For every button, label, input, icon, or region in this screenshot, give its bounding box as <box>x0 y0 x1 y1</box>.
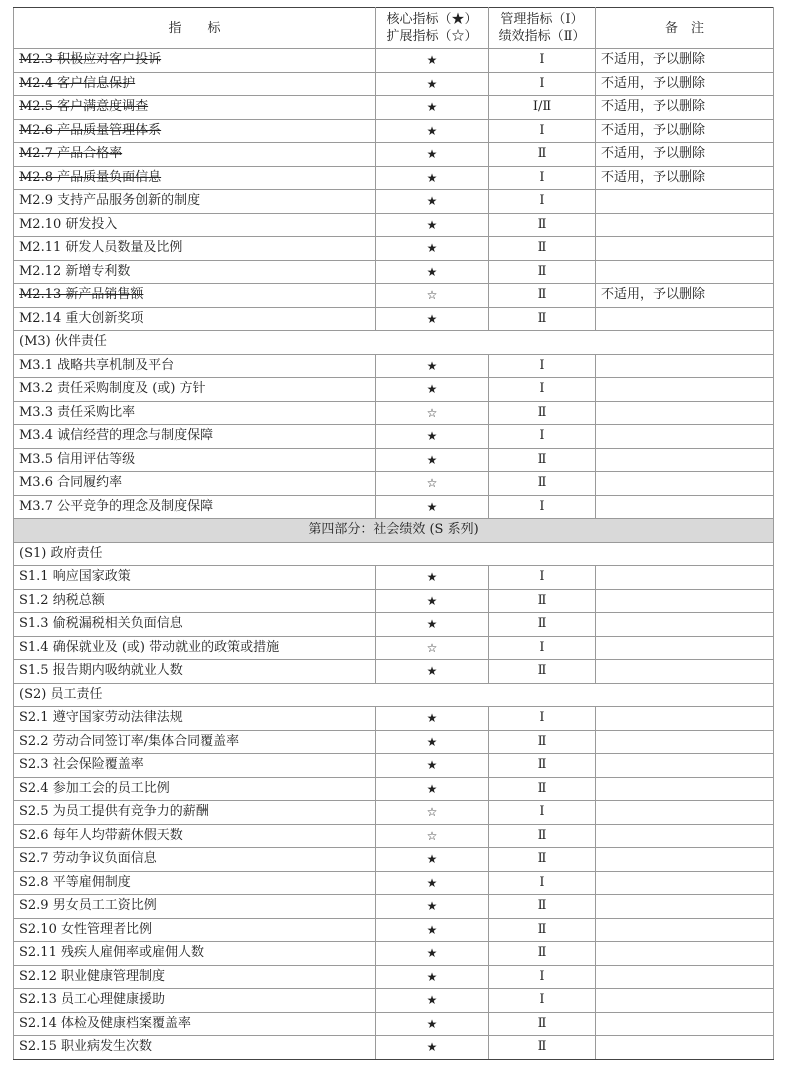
indicator-name: S1.1 响应国家政策 <box>19 569 131 584</box>
indicator-type: Ⅱ <box>489 213 596 237</box>
indicator-name: M3.6 合同履约率 <box>19 475 123 490</box>
indicator-name-cell <box>14 448 376 472</box>
indicator-name: M3.7 公平竞争的理念及制度保障 <box>19 498 214 514</box>
indicator-name: M3.3 责任采购比率 <box>19 404 136 420</box>
remark-cell: 不适用，予以删除 <box>596 49 774 73</box>
header-indicator: 指 标 <box>14 8 376 49</box>
indicator-name-cell <box>14 260 376 284</box>
remark-cell <box>596 354 774 378</box>
table-row <box>14 96 774 120</box>
core-extended-mark: ★ <box>376 989 489 1013</box>
indicator-name: M2.13 新产品销售额 <box>19 287 144 302</box>
table-row <box>14 425 774 449</box>
table-row <box>14 472 774 496</box>
core-extended-mark: ★ <box>376 566 489 590</box>
indicator-name-cell <box>14 895 376 919</box>
core-extended-mark: ★ <box>376 754 489 778</box>
indicator-type: Ⅱ <box>489 942 596 966</box>
remark-cell <box>596 730 774 754</box>
indicator-type: Ⅱ <box>489 754 596 778</box>
table-row <box>14 1012 774 1036</box>
header-mgmt-line2: 绩效指标（Ⅱ） <box>498 29 586 44</box>
indicator-name: S2.3 社会保险覆盖率 <box>19 757 144 772</box>
remark-cell <box>596 965 774 989</box>
indicator-type: Ⅱ <box>489 777 596 801</box>
core-extended-mark: ★ <box>376 49 489 73</box>
indicator-name-cell <box>14 378 376 402</box>
indicator-type: Ⅰ <box>489 965 596 989</box>
remark-cell: 不适用，予以删除 <box>596 72 774 96</box>
core-extended-mark: ☆ <box>376 284 489 308</box>
group-title: (S2) 员工责任 <box>14 683 774 707</box>
indicator-type: Ⅱ <box>489 824 596 848</box>
header-mgmt-line1: 管理指标（Ⅰ） <box>500 12 584 27</box>
indicator-name: S2.9 男女员工工资比例 <box>19 898 157 913</box>
indicator-type: Ⅰ/Ⅱ <box>489 96 596 120</box>
core-extended-mark: ☆ <box>376 401 489 425</box>
indicator-name-cell <box>14 495 376 519</box>
remark-cell: 不适用，予以删除 <box>596 119 774 143</box>
core-extended-mark: ☆ <box>376 636 489 660</box>
indicator-name: S2.2 劳动合同签订率/集体合同覆盖率 <box>19 733 240 749</box>
table-row <box>14 1036 774 1060</box>
indicator-name: M2.8 产品质量负面信息 <box>19 169 162 185</box>
table-row <box>14 190 774 214</box>
indicator-name: S2.12 职业健康管理制度 <box>19 968 165 984</box>
indicator-name: S2.8 平等雇佣制度 <box>19 874 131 890</box>
core-extended-mark: ★ <box>376 777 489 801</box>
remark-cell <box>596 824 774 848</box>
header-management-performance <box>489 8 596 49</box>
indicator-name-cell <box>14 566 376 590</box>
table-row <box>14 636 774 660</box>
remark-cell: 不适用，予以删除 <box>596 143 774 167</box>
group-row <box>14 683 774 707</box>
indicator-type: Ⅱ <box>489 589 596 613</box>
indicator-name: S1.4 确保就业及 (或) 带动就业的政策或措施 <box>19 639 280 655</box>
header-core-line2: 扩展指标（☆） <box>386 29 478 44</box>
indicator-type: Ⅱ <box>489 307 596 331</box>
remark-cell <box>596 918 774 942</box>
remark-cell <box>596 848 774 872</box>
core-extended-mark: ★ <box>376 965 489 989</box>
table-row <box>14 237 774 261</box>
remark-cell <box>596 425 774 449</box>
indicator-type: Ⅱ <box>489 284 596 308</box>
indicator-name: M2.11 研发人员数量及比例 <box>19 240 183 255</box>
indicator-type: Ⅰ <box>489 636 596 660</box>
core-extended-mark: ★ <box>376 495 489 519</box>
indicator-type: Ⅰ <box>489 378 596 402</box>
indicator-name: M3.2 责任采购制度及 (或) 方针 <box>19 381 206 396</box>
indicator-name-cell <box>14 307 376 331</box>
core-extended-mark: ★ <box>376 166 489 190</box>
indicator-name-cell <box>14 1036 376 1060</box>
indicator-name-cell <box>14 613 376 637</box>
table-row <box>14 448 774 472</box>
table-row <box>14 848 774 872</box>
indicator-name-cell <box>14 213 376 237</box>
core-extended-mark: ☆ <box>376 801 489 825</box>
indicator-type: Ⅰ <box>489 49 596 73</box>
indicator-name-cell <box>14 824 376 848</box>
indicator-name-cell <box>14 472 376 496</box>
remark-cell <box>596 801 774 825</box>
remark-cell <box>596 989 774 1013</box>
indicator-name: S1.5 报告期内吸纳就业人数 <box>19 663 183 678</box>
indicator-type: Ⅰ <box>489 566 596 590</box>
table-row <box>14 660 774 684</box>
table-header <box>14 8 774 49</box>
indicator-name-cell <box>14 237 376 261</box>
table-row <box>14 589 774 613</box>
indicator-name-cell <box>14 777 376 801</box>
indicator-type: Ⅰ <box>489 119 596 143</box>
indicator-type: Ⅱ <box>489 660 596 684</box>
indicator-table <box>13 7 774 1060</box>
indicator-table-page <box>13 7 773 1060</box>
indicator-name: S2.1 遵守国家劳动法律法规 <box>19 710 183 725</box>
core-extended-mark: ★ <box>376 378 489 402</box>
indicator-type: Ⅰ <box>489 190 596 214</box>
indicator-name: M2.14 重大创新奖项 <box>19 310 144 326</box>
indicator-name-cell <box>14 96 376 120</box>
section-row <box>14 519 774 543</box>
remark-cell <box>596 777 774 801</box>
indicator-name-cell <box>14 401 376 425</box>
table-row <box>14 401 774 425</box>
remark-cell <box>596 754 774 778</box>
indicator-name: S2.5 为员工提供有竞争力的薪酬 <box>19 804 209 819</box>
core-extended-mark: ★ <box>376 707 489 731</box>
table-row <box>14 354 774 378</box>
indicator-name: S1.2 纳税总额 <box>19 592 105 608</box>
indicator-name-cell <box>14 166 376 190</box>
indicator-type: Ⅰ <box>489 989 596 1013</box>
group-row <box>14 542 774 566</box>
table-row <box>14 49 774 73</box>
indicator-name: S2.4 参加工会的员工比例 <box>19 780 170 796</box>
remark-cell <box>596 213 774 237</box>
indicator-name: S2.14 体检及健康档案覆盖率 <box>19 1015 191 1031</box>
table-row <box>14 989 774 1013</box>
indicator-name-cell <box>14 284 376 308</box>
indicator-name: M2.6 产品质量管理体系 <box>19 122 162 138</box>
remark-cell <box>596 636 774 660</box>
remark-cell <box>596 260 774 284</box>
table-row <box>14 707 774 731</box>
table-row <box>14 307 774 331</box>
remark-cell <box>596 401 774 425</box>
core-extended-mark: ☆ <box>376 824 489 848</box>
remark-cell <box>596 378 774 402</box>
table-row <box>14 495 774 519</box>
core-extended-mark: ★ <box>376 448 489 472</box>
table-row <box>14 213 774 237</box>
table-row <box>14 284 774 308</box>
remark-cell <box>596 1012 774 1036</box>
indicator-name-cell <box>14 636 376 660</box>
remark-cell <box>596 660 774 684</box>
header-core-extended <box>376 8 489 49</box>
remark-cell <box>596 707 774 731</box>
indicator-name-cell <box>14 918 376 942</box>
remark-cell <box>596 237 774 261</box>
indicator-name: S2.7 劳动争议负面信息 <box>19 851 157 866</box>
core-extended-mark: ★ <box>376 190 489 214</box>
indicator-name-cell <box>14 190 376 214</box>
indicator-name: S2.11 残疾人雇佣率或雇佣人数 <box>19 945 204 960</box>
table-row <box>14 613 774 637</box>
indicator-name: S2.15 职业病发生次数 <box>19 1039 152 1054</box>
table-row <box>14 166 774 190</box>
indicator-type: Ⅱ <box>489 237 596 261</box>
core-extended-mark: ★ <box>376 589 489 613</box>
header-core-line1: 核心指标（★） <box>386 12 478 27</box>
indicator-type: Ⅱ <box>489 448 596 472</box>
group-row <box>14 331 774 355</box>
remark-cell <box>596 472 774 496</box>
core-extended-mark: ★ <box>376 307 489 331</box>
indicator-name-cell <box>14 848 376 872</box>
table-row <box>14 730 774 754</box>
indicator-name: S2.13 员工心理健康援助 <box>19 992 165 1007</box>
core-extended-mark: ★ <box>376 96 489 120</box>
indicator-type: Ⅰ <box>489 707 596 731</box>
table-row <box>14 965 774 989</box>
core-extended-mark: ★ <box>376 1012 489 1036</box>
core-extended-mark: ★ <box>376 72 489 96</box>
indicator-type: Ⅰ <box>489 425 596 449</box>
indicator-name: M2.3 积极应对客户投诉 <box>19 52 162 67</box>
indicator-name-cell <box>14 143 376 167</box>
core-extended-mark: ★ <box>376 942 489 966</box>
table-row <box>14 895 774 919</box>
indicator-type: Ⅰ <box>489 871 596 895</box>
indicator-name-cell <box>14 730 376 754</box>
core-extended-mark: ★ <box>376 871 489 895</box>
core-extended-mark: ★ <box>376 613 489 637</box>
indicator-type: Ⅱ <box>489 895 596 919</box>
table-row <box>14 566 774 590</box>
core-extended-mark: ★ <box>376 354 489 378</box>
remark-cell <box>596 871 774 895</box>
indicator-name: M2.10 研发投入 <box>19 216 118 232</box>
indicator-name: M2.7 产品合格率 <box>19 146 123 161</box>
indicator-name-cell <box>14 871 376 895</box>
remark-cell <box>596 190 774 214</box>
indicator-name: M2.9 支持产品服务创新的制度 <box>19 193 201 208</box>
remark-cell <box>596 1036 774 1060</box>
indicator-type: Ⅰ <box>489 72 596 96</box>
indicator-name-cell <box>14 119 376 143</box>
table-body <box>14 49 774 1060</box>
table-row <box>14 378 774 402</box>
indicator-name-cell <box>14 707 376 731</box>
indicator-name: M2.5 客户满意度调查 <box>19 99 149 114</box>
indicator-name: M3.5 信用评估等级 <box>19 451 136 467</box>
section-title: 第四部分：社会绩效 (S 系列) <box>14 519 774 543</box>
core-extended-mark: ★ <box>376 425 489 449</box>
core-extended-mark: ★ <box>376 237 489 261</box>
indicator-type: Ⅰ <box>489 495 596 519</box>
table-row <box>14 143 774 167</box>
indicator-name-cell <box>14 49 376 73</box>
remark-cell <box>596 895 774 919</box>
indicator-name-cell <box>14 660 376 684</box>
indicator-name: M3.4 诚信经营的理念与制度保障 <box>19 428 214 443</box>
indicator-type: Ⅱ <box>489 730 596 754</box>
indicator-type: Ⅱ <box>489 918 596 942</box>
indicator-type: Ⅱ <box>489 1036 596 1060</box>
indicator-name-cell <box>14 989 376 1013</box>
indicator-type: Ⅱ <box>489 472 596 496</box>
group-title: (S1) 政府责任 <box>14 542 774 566</box>
remark-cell <box>596 589 774 613</box>
indicator-type: Ⅱ <box>489 1012 596 1036</box>
indicator-name-cell <box>14 754 376 778</box>
remark-cell <box>596 448 774 472</box>
indicator-name-cell <box>14 1012 376 1036</box>
indicator-type: Ⅰ <box>489 354 596 378</box>
remark-cell <box>596 613 774 637</box>
indicator-name: M2.4 客户信息保护 <box>19 75 136 91</box>
indicator-name: S2.10 女性管理者比例 <box>19 921 152 937</box>
indicator-name-cell <box>14 942 376 966</box>
table-row <box>14 824 774 848</box>
table-row <box>14 777 774 801</box>
indicator-name-cell <box>14 589 376 613</box>
table-row <box>14 918 774 942</box>
indicator-name: S1.3 偷税漏税相关负面信息 <box>19 616 183 631</box>
core-extended-mark: ★ <box>376 730 489 754</box>
indicator-name-cell <box>14 72 376 96</box>
core-extended-mark: ★ <box>376 260 489 284</box>
core-extended-mark: ☆ <box>376 472 489 496</box>
group-title: (M3) 伙伴责任 <box>14 331 774 355</box>
indicator-name: M3.1 战略共享机制及平台 <box>19 357 175 373</box>
header-remark: 备 注 <box>596 8 774 49</box>
indicator-name: S2.6 每年人均带薪休假天数 <box>19 827 183 843</box>
remark-cell: 不适用，予以删除 <box>596 96 774 120</box>
indicator-type: Ⅰ <box>489 166 596 190</box>
indicator-type: Ⅰ <box>489 801 596 825</box>
remark-cell: 不适用，予以删除 <box>596 166 774 190</box>
indicator-type: Ⅱ <box>489 401 596 425</box>
table-row <box>14 754 774 778</box>
table-row <box>14 260 774 284</box>
indicator-type: Ⅱ <box>489 260 596 284</box>
table-row <box>14 72 774 96</box>
core-extended-mark: ★ <box>376 1036 489 1060</box>
table-row <box>14 801 774 825</box>
core-extended-mark: ★ <box>376 213 489 237</box>
table-row <box>14 942 774 966</box>
core-extended-mark: ★ <box>376 848 489 872</box>
indicator-type: Ⅱ <box>489 848 596 872</box>
remark-cell: 不适用，予以删除 <box>596 284 774 308</box>
indicator-type: Ⅱ <box>489 613 596 637</box>
core-extended-mark: ★ <box>376 660 489 684</box>
indicator-name: M2.12 新增专利数 <box>19 263 131 279</box>
remark-cell <box>596 307 774 331</box>
indicator-name-cell <box>14 965 376 989</box>
core-extended-mark: ★ <box>376 895 489 919</box>
indicator-name-cell <box>14 801 376 825</box>
remark-cell <box>596 942 774 966</box>
indicator-type: Ⅱ <box>489 143 596 167</box>
remark-cell <box>596 495 774 519</box>
indicator-name-cell <box>14 425 376 449</box>
indicator-name-cell <box>14 354 376 378</box>
core-extended-mark: ★ <box>376 918 489 942</box>
table-row <box>14 119 774 143</box>
remark-cell <box>596 566 774 590</box>
core-extended-mark: ★ <box>376 119 489 143</box>
core-extended-mark: ★ <box>376 143 489 167</box>
table-row <box>14 871 774 895</box>
